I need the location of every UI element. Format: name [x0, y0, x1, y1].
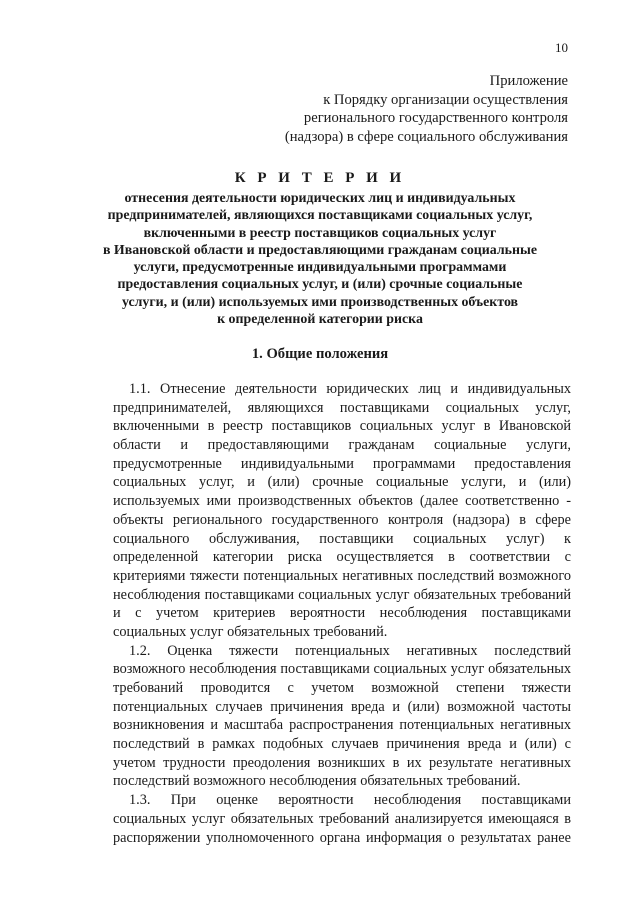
criteria-line: предпринимателей, являющихся поставщиками социальных услуг, — [107, 208, 533, 224]
body-line: предусмотренные индивидуальными программами предоставления — [113, 455, 571, 472]
body-line: последствий в рамках подобных случаев причинения вреда и (или) с — [113, 736, 571, 753]
body-line: области и предоставляющими гражданам социальные услуги, — [113, 437, 571, 454]
criteria-line: услуги, предусмотренные индивидуальными программами — [133, 260, 507, 276]
appendix-block — [248, 72, 568, 147]
criteria-line: включенными в реестр поставщиков социальных услуг — [143, 225, 497, 241]
appendix-line: Приложение — [489, 73, 568, 89]
criteria-line: в Ивановской области и предоставляющими гражданам социальные — [102, 242, 538, 258]
body-line: 1.2. Оценка тяжести потенциальных негативных последствий — [129, 642, 571, 659]
body-line: включенными в реестр поставщиков социальных услуг в Ивановской — [113, 418, 571, 435]
body-line: предпринимателей, являющихся поставщиками социальных услуг, — [113, 399, 571, 416]
body-line: 1.1. Отнесение деятельности юридических лиц и индивидуальных — [129, 381, 571, 397]
body-line: и с учетом критериев вероятности несоблюдения поставщиками — [113, 605, 571, 622]
body-line: 1.3. При оценке вероятности несоблюдения поставщиками — [129, 792, 571, 809]
criteria-line: услуги, и (или) используемых ими производственных объектов — [121, 294, 519, 310]
body-line: объекты регионального государственного контроля (надзора) в сфере — [113, 511, 571, 528]
appendix-line: к Порядку организации осуществления — [323, 91, 568, 108]
section-heading: 1. Общие положения — [251, 346, 389, 362]
page-number: 10 — [555, 40, 568, 55]
body-line: социальных услуг, и (или) срочные социальные услуги, и (или) — [113, 474, 571, 491]
criteria-subtitle — [72, 190, 568, 328]
criteria-title: К Р И Т Е Р И И — [234, 170, 406, 186]
body-line: социального обслуживания, поставщики социальных услуг) к — [113, 530, 571, 547]
appendix-line: регионального государственного контроля — [303, 110, 568, 127]
body-line: несоблюдения поставщиками социальных услуг обязательных требований — [113, 586, 571, 603]
body-line: социальных услуг обязательных требований анализируется имеющаяся в — [113, 810, 571, 827]
body-line: определенной категории риска осуществляется в соответствии с — [113, 549, 571, 566]
criteria-line: отнесения деятельности юридических лиц и индивидуальных — [124, 191, 516, 206]
body-line: последствий возможного несоблюдения обязательных требований. — [113, 773, 521, 790]
body-line: возникновения и масштаба распространения потенциальных негативных — [113, 717, 571, 734]
appendix-line: (надзора) в сфере социального обслуживания — [284, 129, 568, 146]
criteria-line: к определенной категории риска — [217, 312, 423, 328]
body-line: критериями тяжести потенциальных негативных последствий возможного — [113, 567, 571, 584]
body-line: используемых ими производственных объектов (далее соответственно - — [113, 493, 571, 510]
body-text — [113, 380, 571, 847]
criteria-line: предоставления социальных услуг, и (или) срочные социальные — [117, 277, 523, 293]
body-line: учетом трудности преодоления возникших в их результате негативных — [113, 754, 571, 771]
body-line: требований проводится с учетом возможной степени тяжести — [113, 680, 571, 696]
body-line: возможного несоблюдения поставщиками социальных услуг обязательных — [113, 661, 571, 678]
body-line: социальных услуг обязательных требований. — [113, 623, 388, 640]
body-line: распоряжении уполномоченного органа информация о результатах ранее — [113, 829, 571, 846]
body-line: потенциальных случаев причинения вреда и (или) возможной частоты — [113, 698, 571, 715]
